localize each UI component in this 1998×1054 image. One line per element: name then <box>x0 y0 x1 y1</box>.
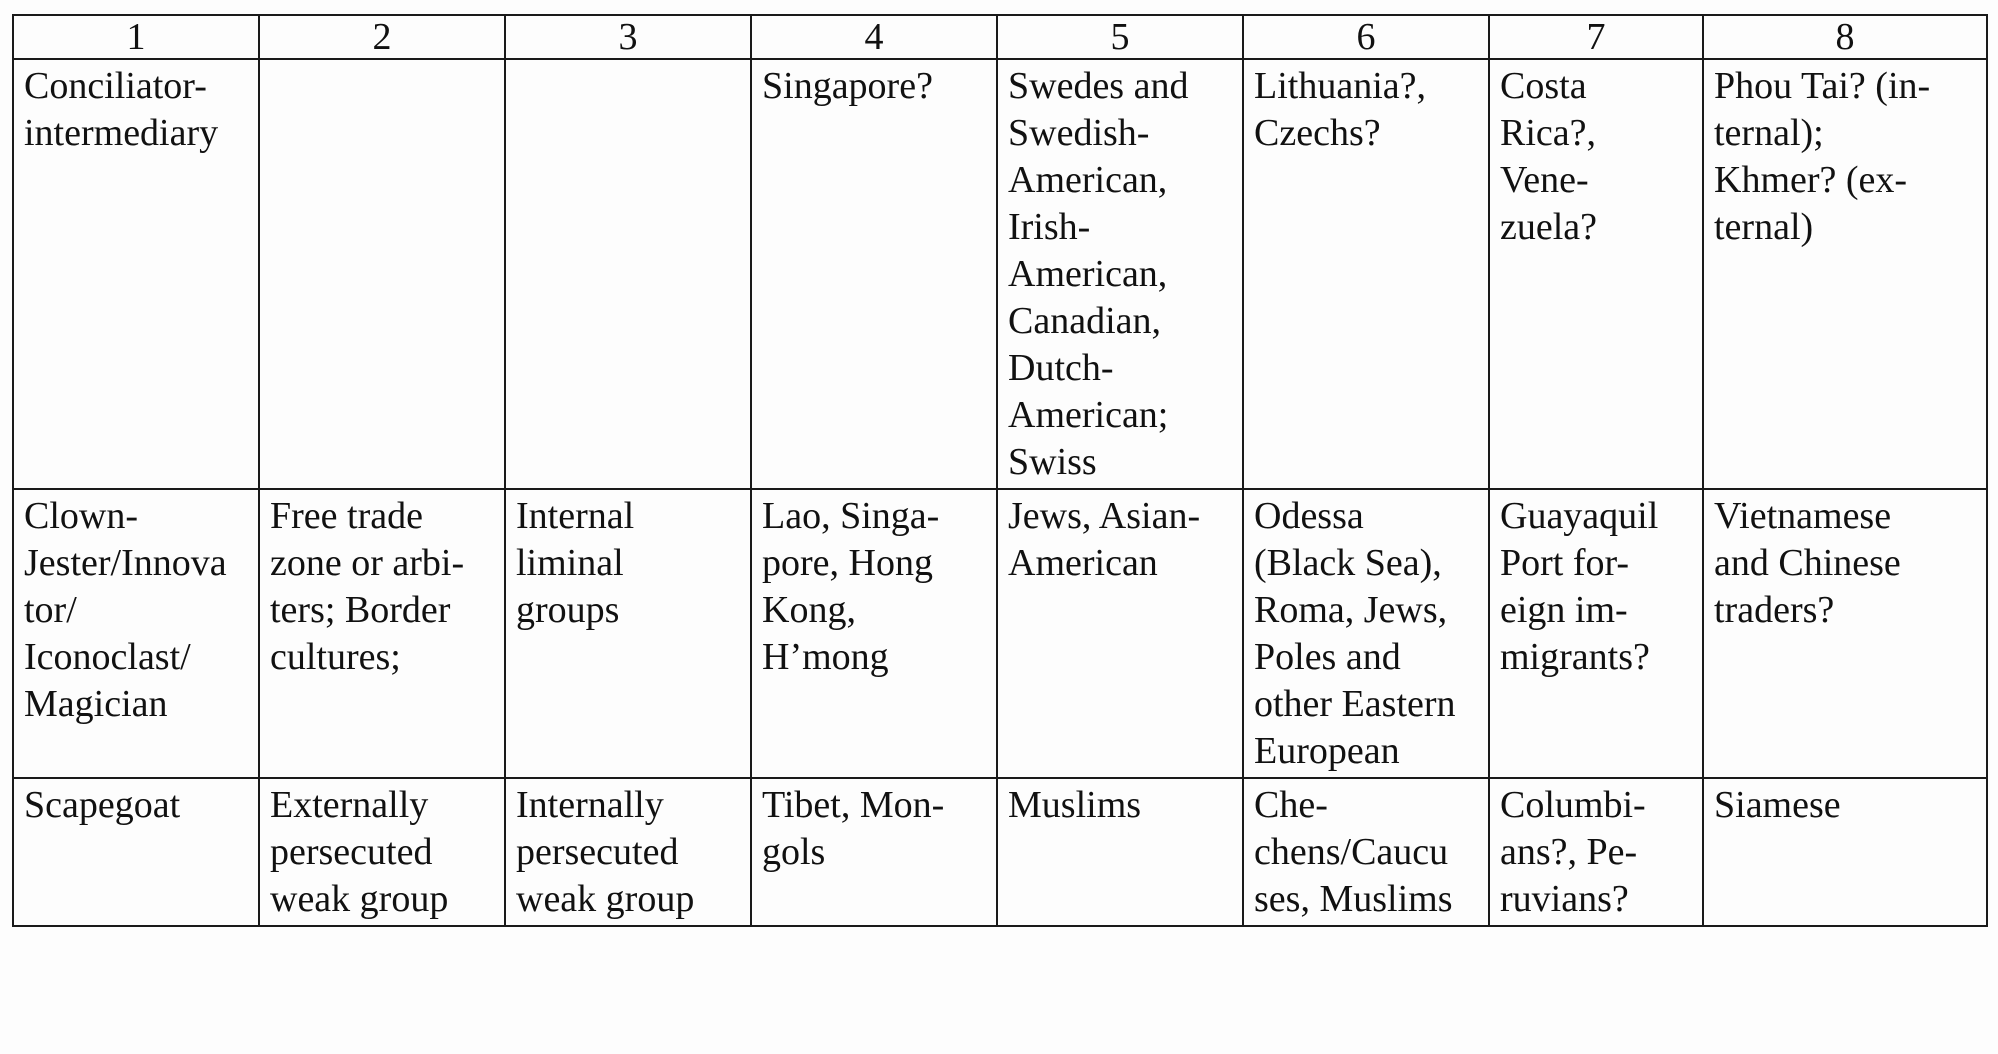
table-cell: Jews, Asian- American <box>997 489 1243 778</box>
table-cell: Internal liminal groups <box>505 489 751 778</box>
table-cell: Columbi- ans?, Pe- ruvians? <box>1489 778 1703 926</box>
table-cell: Siamese <box>1703 778 1987 926</box>
table-row <box>13 59 1987 489</box>
table-cell: Odessa (Black Sea), Roma, Jews, Poles and other Eastern European <box>1243 489 1489 778</box>
table-cell: Lithuania?, Czechs? <box>1243 59 1489 489</box>
table-cell: Clown- Jester/Innova tor/ Iconoclast/ Magician <box>13 489 259 778</box>
table-cell: Phou Tai? (in- ternal); Khmer? (ex- ternal) <box>1703 59 1987 489</box>
table-cell: Conciliator- intermediary <box>13 59 259 489</box>
table-cell: Lao, Singa- pore, Hong Kong, H’mong <box>751 489 997 778</box>
table-cell: Muslims <box>997 778 1243 926</box>
column-header: 4 <box>751 15 997 59</box>
column-header: 5 <box>997 15 1243 59</box>
table-cell: Free trade zone or arbi- ters; Border cultures; <box>259 489 505 778</box>
table-cell: Tibet, Mon- gols <box>751 778 997 926</box>
table-cell: Costa Rica?, Vene- zuela? <box>1489 59 1703 489</box>
table-cell: Vietnamese and Chinese traders? <box>1703 489 1987 778</box>
table-row <box>13 489 1987 778</box>
header-row <box>13 15 1987 59</box>
column-header: 2 <box>259 15 505 59</box>
classification-table <box>12 14 1988 927</box>
table-cell <box>505 59 751 489</box>
table-cell: Scapegoat <box>13 778 259 926</box>
table-cell: Che- chens/Caucu ses, Muslims <box>1243 778 1489 926</box>
column-header: 3 <box>505 15 751 59</box>
column-header: 1 <box>13 15 259 59</box>
table-cell: Externally persecuted weak group <box>259 778 505 926</box>
table-cell: Internally persecuted weak group <box>505 778 751 926</box>
table-cell <box>259 59 505 489</box>
column-header: 6 <box>1243 15 1489 59</box>
table-cell: Swedes and Swedish- American, Irish- American, Canadian, Dutch- American; Swiss <box>997 59 1243 489</box>
column-header: 7 <box>1489 15 1703 59</box>
table-row <box>13 778 1987 926</box>
table-cell: Guayaquil Port for- eign im- migrants? <box>1489 489 1703 778</box>
table-cell: Singapore? <box>751 59 997 489</box>
column-header: 8 <box>1703 15 1987 59</box>
